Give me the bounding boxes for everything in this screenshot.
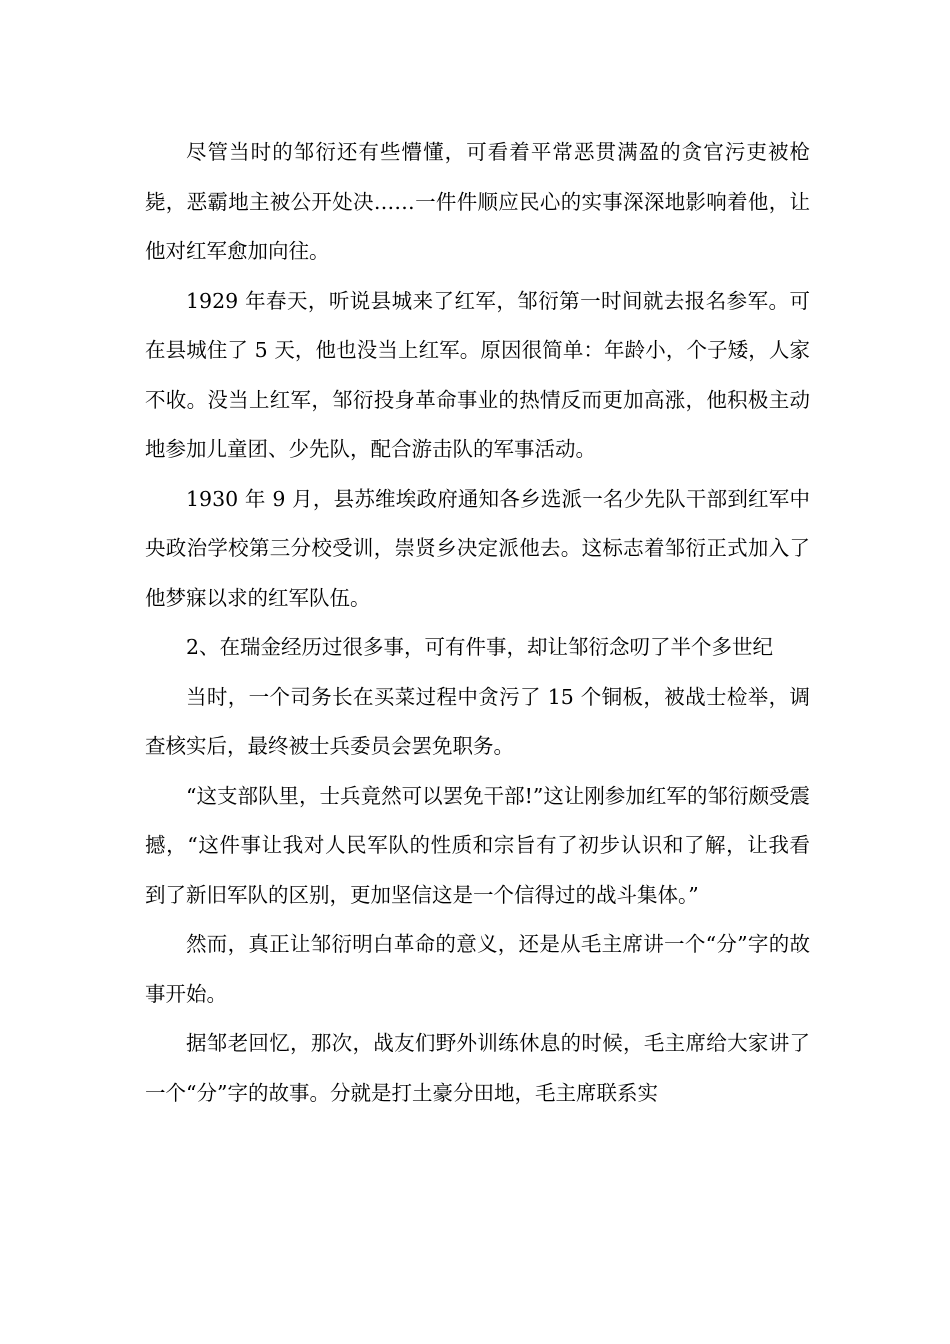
paragraph-2: 1929 年春天，听说县城来了红军，邹衍第一时间就去报名参军。可在县城住了 5 天，他也没当上红军。原因很简单：年龄小，个子矮，人家不收。没当上红军，邹衍投身革命事业的热情反而更加高涨，他积极主动地参加儿童团、少先队，配合游击队的军事活动。 xyxy=(145,288,810,461)
paragraph-7: 据邹老回忆，那次，战友们野外训练休息的时候，毛主席给大家讲了一个“分”字的故事。分就是打土豪分田地，毛主席联系实 xyxy=(145,1031,810,1105)
section-heading-2: 2、在瑞金经历过很多事，可有件事，却让邹衍念叨了半个多世纪 xyxy=(186,635,774,659)
paragraph-1: 尽管当时的邹衍还有些懵懂，可看着平常恶贯满盈的贪官污吏被枪毙，恶霸地主被公开处决……一件件顺应民心的实事深深地影响着他，让他对红军愈加向往。 xyxy=(145,140,810,263)
paragraph-5: “这支部队里，士兵竟然可以罢免干部!”这让刚参加红军的邹衍颇受震撼，“这件事让我对人民军队的性质和宗旨有了初步认识和了解，让我看到了新旧军队的区别，更加坚信这是一个信得过的战斗集体。” xyxy=(145,783,810,907)
paragraph-4: 当时，一个司务长在买菜过程中贪污了 15 个铜板，被战士检举，调查核实后，最终被士兵委员会罢免职务。 xyxy=(145,684,810,758)
paragraph-6: 然而，真正让邹衍明白革命的意义，还是从毛主席讲一个“分”字的故事开始。 xyxy=(145,932,810,1006)
paragraph-3: 1930 年 9 月，县苏维埃政府通知各乡选派一名少先队干部到红军中央政治学校第三分校受训，崇贤乡决定派他去。这标志着邹衍正式加入了他梦寐以求的红军队伍。 xyxy=(145,486,810,610)
article-body xyxy=(145,128,810,1118)
